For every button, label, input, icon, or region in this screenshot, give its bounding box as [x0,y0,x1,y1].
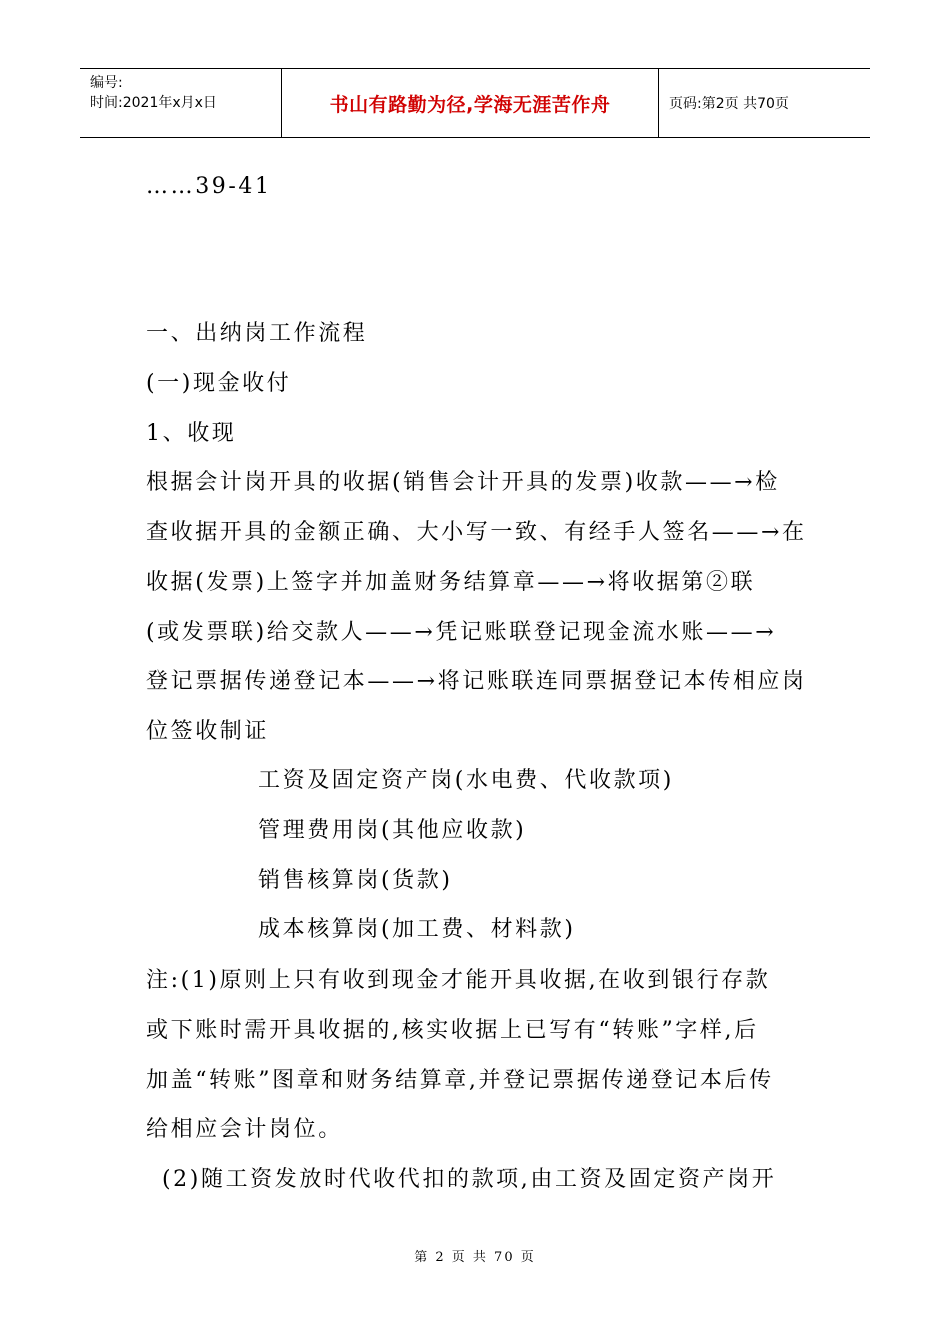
item-title: 1、收现 [146,421,237,446]
note-line: 给相应会计岗位。 [146,1117,343,1142]
header-meta [80,69,282,137]
flow-line: 根据会计岗开具的收据(销售会计开具的发票)收款——→检 [146,470,780,495]
flow-line: 登记票据传递登记本——→将记账联连同票据登记本传相应岗 [146,669,807,694]
flow-line: (或发票联)给交款人——→凭记账联登记现金流水账——→ [146,620,777,645]
post-item: 工资及固定资产岗(水电费、代收款项) [258,768,674,793]
section-title: 一、出纳岗工作流程 [146,321,368,346]
post-item: 成本核算岗(加工费、材料款) [258,917,576,942]
flow-line: 查收据开具的金额正确、大小写一致、有经手人签名——→在 [146,520,807,545]
page-info: 页码:第2页 共70页 [669,96,789,112]
page-footer: 第 2 页 共 70 页 [414,1250,536,1265]
motto: 书山有路勤为径,学海无涯苦作舟 [282,69,659,137]
post-item: 管理费用岗(其他应收款) [258,818,527,843]
post-item: 销售核算岗(货款) [258,868,453,893]
page-header [80,68,870,138]
subsection-title: (一)现金收付 [146,371,292,396]
number-label: 编号: [90,75,123,91]
note-line: 或下账时需开具收据的,核实收据上已写有“转账”字样,后 [146,1018,759,1043]
flow-line: 收据(发票)上签字并加盖财务结算章——→将收据第②联 [146,570,756,595]
note2-line: (2)随工资发放时代收代扣的款项,由工资及固定资产岗开 [162,1167,777,1192]
note-line: 注:(1)原则上只有收到现金才能开具收据,在收到银行存款 [146,968,771,993]
toc-tail: ……39-41 [146,174,272,199]
flow-line: 位签收制证 [146,719,270,744]
time-label: 时间:2021年x月x日 [90,95,217,111]
note-line: 加盖“转账”图章和财务结算章,并登记票据传递登记本后传 [146,1068,774,1093]
